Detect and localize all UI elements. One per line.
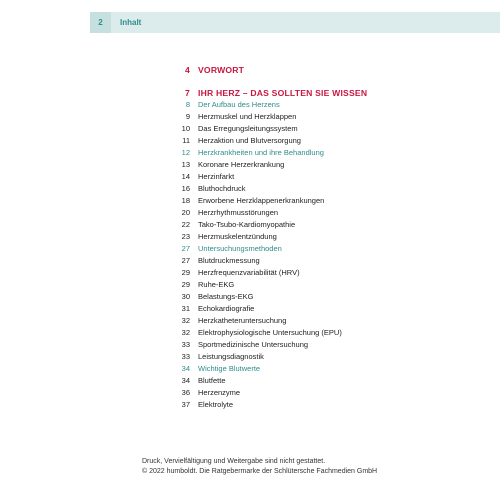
footer-line-2: © 2022 humboldt. Die Ratgebermarke der Schlütersche Fachmedien GmbH (142, 468, 378, 475)
toc-page-number: 27 (181, 256, 190, 265)
toc-section[interactable] (0, 363, 500, 375)
toc-title: Der Aufbau des Herzens (198, 100, 280, 109)
toc-page-number: 34 (181, 364, 190, 373)
toc-page-number: 14 (181, 172, 190, 181)
toc-entry[interactable] (0, 279, 500, 291)
toc-page-number: 33 (181, 340, 190, 349)
toc-page-number: 22 (181, 220, 190, 229)
toc-section[interactable] (0, 99, 500, 111)
footer-line-1: Druck, Vervielfältigung und Weitergabe sind nicht gestattet. (142, 458, 326, 465)
toc-page-number: 23 (181, 232, 190, 241)
copyright-footer (0, 457, 500, 477)
toc-page-number: 10 (181, 124, 190, 133)
toc-chapter[interactable] (0, 64, 500, 76)
toc-page-number: 29 (181, 268, 190, 277)
toc-title: Erworbene Herzklappenerkrankungen (198, 196, 325, 205)
toc-title: VORWORT (198, 65, 245, 75)
toc-entry[interactable] (0, 375, 500, 387)
toc-page-number: 32 (181, 316, 190, 325)
toc-title: Herzinfarkt (198, 172, 235, 181)
toc-title: Herzmuskelentzündung (198, 232, 277, 241)
page-title: Inhalt (120, 18, 142, 27)
toc-page-number: 31 (181, 304, 190, 313)
toc-title: Herzkrankheiten und ihre Behandlung (198, 148, 324, 157)
toc-title: Ruhe-EKG (198, 280, 235, 289)
toc-title: IHR HERZ – DAS SOLLTEN SIE WISSEN (198, 88, 368, 98)
toc-title: Blutdruckmessung (198, 256, 260, 265)
toc-entry[interactable] (0, 255, 500, 267)
toc-entry[interactable] (0, 231, 500, 243)
toc-page-number: 4 (185, 65, 190, 75)
toc-entry[interactable] (0, 267, 500, 279)
toc-page-number: 12 (181, 148, 190, 157)
toc-entry[interactable] (0, 387, 500, 399)
toc-entry[interactable] (0, 339, 500, 351)
toc-title: Untersuchungsmethoden (198, 244, 282, 253)
toc-page-number: 8 (185, 100, 190, 109)
toc-section[interactable] (0, 243, 500, 255)
toc-title: Herzenzyme (198, 388, 241, 397)
toc-entry[interactable] (0, 315, 500, 327)
toc-title: Wichtige Blutwerte (198, 364, 261, 373)
toc-title: Koronare Herzerkrankung (198, 160, 285, 169)
toc-page-number: 27 (181, 244, 190, 253)
toc-title: Herzfrequenzvariabilität (HRV) (198, 268, 300, 277)
toc-entry[interactable] (0, 195, 500, 207)
toc-entry[interactable] (0, 291, 500, 303)
toc-page-number: 20 (181, 208, 190, 217)
toc-page-number: 29 (181, 280, 190, 289)
toc-title: Herzrhythmusstörungen (198, 208, 279, 217)
toc-title: Herzmuskel und Herzklappen (198, 112, 297, 121)
toc-entry[interactable] (0, 183, 500, 195)
toc-title: Blutfette (198, 376, 226, 385)
page-number: 2 (90, 12, 111, 33)
toc-page-number: 11 (182, 136, 190, 145)
toc-title: Das Erregungsleitungssystem (198, 124, 298, 133)
toc-entry[interactable] (0, 351, 500, 363)
toc-title: Bluthochdruck (198, 184, 246, 193)
toc-page-number: 16 (181, 184, 190, 193)
toc-entry[interactable] (0, 207, 500, 219)
toc-title: Herzkatheteruntersuchung (198, 316, 287, 325)
toc-title: Elektrophysiologische Untersuchung (EPU) (198, 328, 342, 337)
toc-page-number: 34 (181, 376, 190, 385)
toc-title: Tako-Tsubo-Kardiomyopathie (198, 220, 296, 229)
toc-entry[interactable] (0, 171, 500, 183)
toc-title: Belastungs-EKG (198, 292, 254, 301)
toc-title: Elektrolyte (198, 400, 234, 409)
toc-page-number: 7 (185, 88, 190, 98)
toc-chapter[interactable] (0, 87, 500, 99)
toc-title: Echokardiografie (198, 304, 255, 313)
toc-page-number: 37 (181, 400, 190, 409)
toc-page-number: 18 (181, 196, 190, 205)
toc-entry[interactable] (0, 111, 500, 123)
toc-title: Herzaktion und Blutversorgung (198, 136, 301, 145)
toc-title: Sportmedizinische Untersuchung (198, 340, 309, 349)
toc-entry[interactable] (0, 135, 500, 147)
toc-entry[interactable] (0, 159, 500, 171)
toc-page-number: 32 (181, 328, 190, 337)
toc-title: Leistungsdiagnostik (198, 352, 264, 361)
toc-entry[interactable] (0, 399, 500, 411)
toc-page-number: 13 (181, 160, 190, 169)
toc-entry[interactable] (0, 327, 500, 339)
toc-entry[interactable] (0, 123, 500, 135)
toc-entry[interactable] (0, 303, 500, 315)
toc-page-number: 30 (181, 292, 190, 301)
toc-page-number: 33 (181, 352, 190, 361)
toc-page-number: 36 (181, 388, 190, 397)
toc-section[interactable] (0, 147, 500, 159)
toc-page-number: 9 (185, 112, 190, 121)
toc-entry[interactable] (0, 219, 500, 231)
